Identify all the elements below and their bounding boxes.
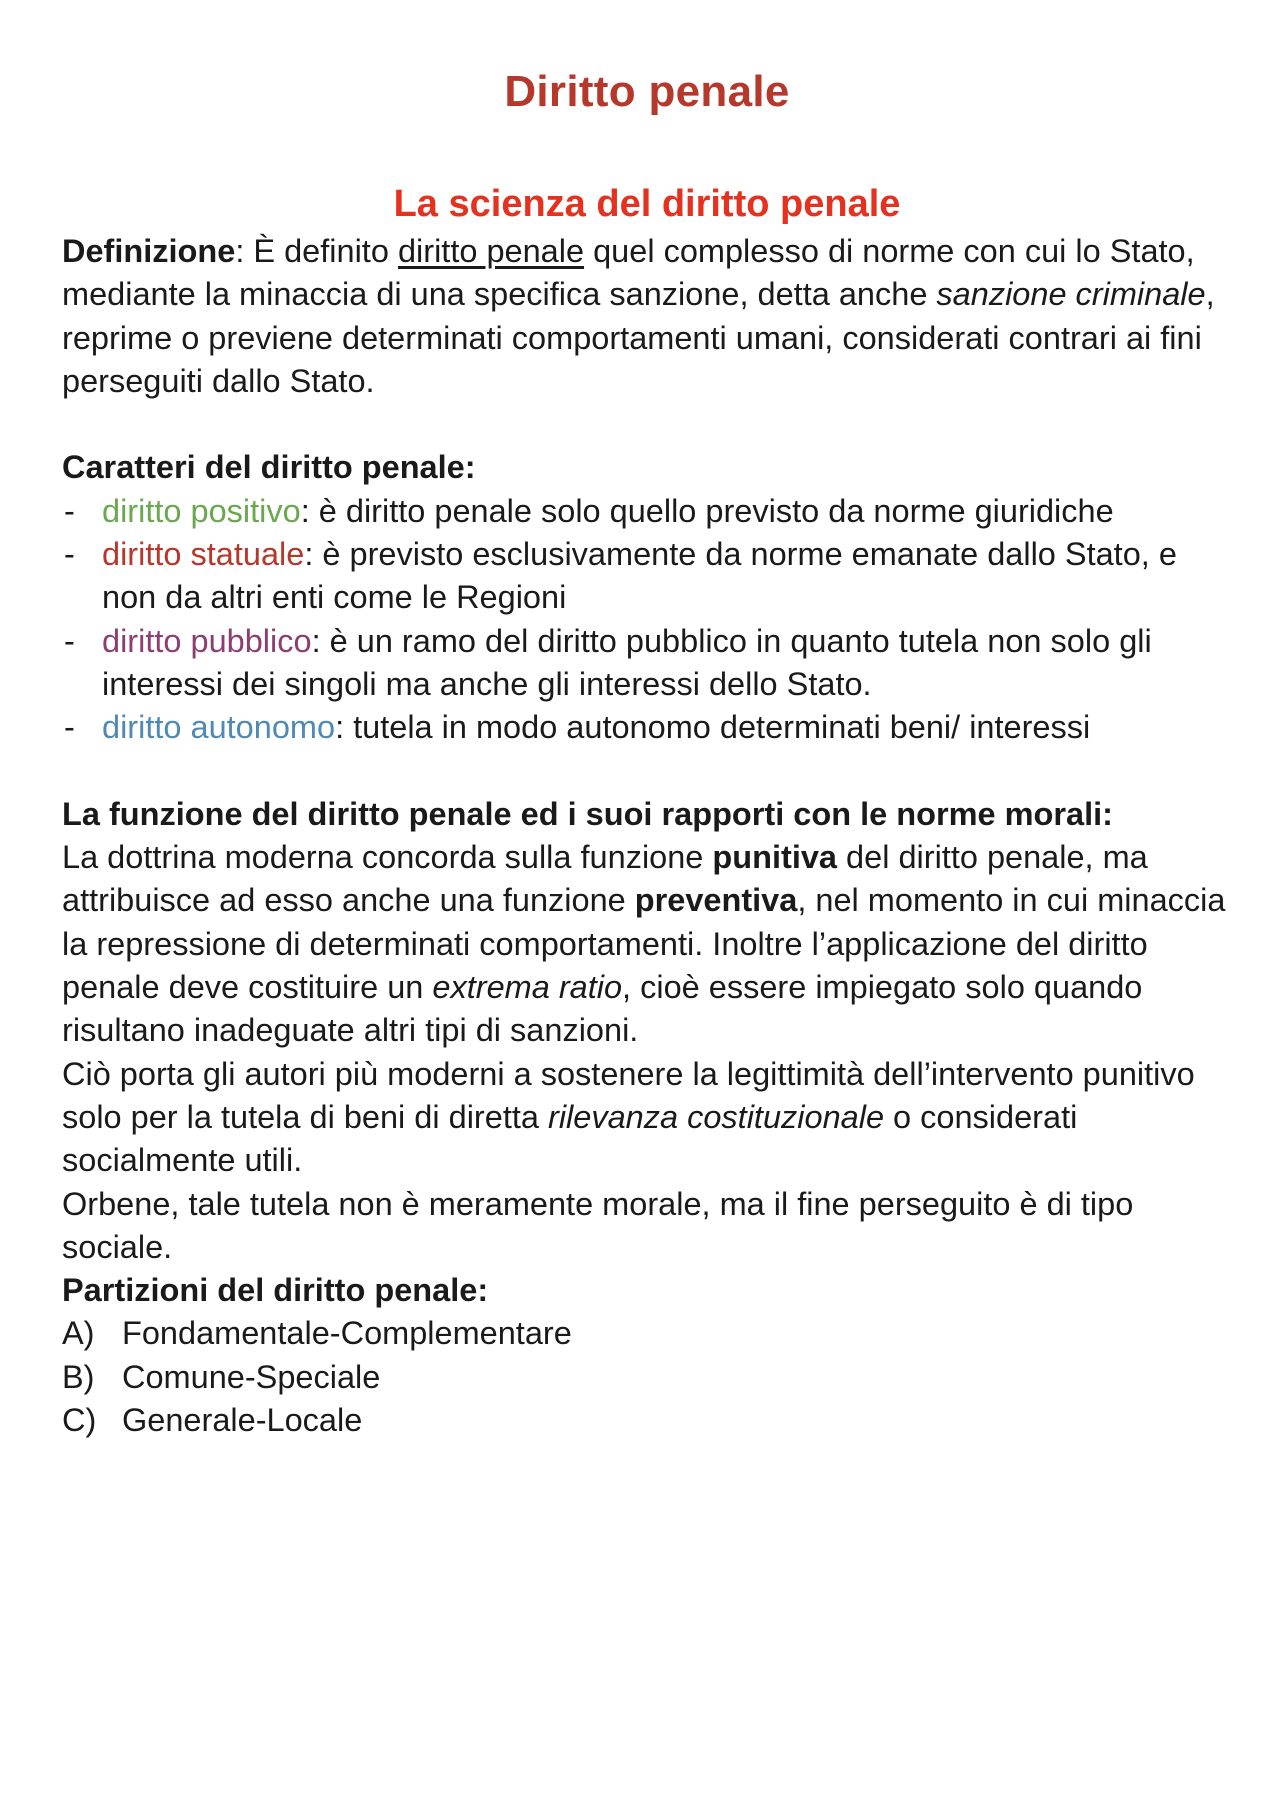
item-term: diritto statuale bbox=[102, 536, 305, 573]
definition-sep: : È definito bbox=[235, 233, 398, 269]
definition-text-1: quel complesso di norme con cui lo Stato, mediante la minaccia di una specifica sanzione, detta anche bbox=[62, 233, 1195, 313]
caratteri-list bbox=[62, 490, 1232, 750]
list-item bbox=[62, 1399, 1232, 1442]
list-item bbox=[62, 490, 1232, 533]
text-run: del diritto penale, ma attribuisce ad esso anche una funzione bbox=[62, 839, 1148, 919]
list-marker: C) bbox=[62, 1402, 97, 1439]
list-marker: A) bbox=[62, 1315, 95, 1352]
dash-bullet: - bbox=[64, 536, 75, 573]
document-title: Diritto penale bbox=[504, 67, 790, 116]
italic-term: rilevanza costituzionale bbox=[548, 1098, 885, 1135]
item-text: Generale-Locale bbox=[122, 1402, 363, 1439]
text-run: o considerati socialmente utili. bbox=[62, 1098, 1078, 1179]
item-text: Fondamentale-Complementare bbox=[122, 1315, 572, 1352]
item-text: Comune-Speciale bbox=[122, 1358, 381, 1395]
italic-term: extrema ratio bbox=[432, 969, 623, 1006]
dash-bullet: - bbox=[64, 492, 75, 529]
section-title: La scienza del diritto penale bbox=[393, 183, 901, 225]
definition-paragraph bbox=[62, 230, 1232, 403]
item-text: : è un ramo del diritto pubblico in quanto tutela non solo gli interessi dei singoli ma anche gli interessi dello Stato. bbox=[102, 622, 1152, 702]
bold-term: punitiva bbox=[712, 839, 838, 876]
item-text: : è diritto penale solo quello previsto da norme giuridiche bbox=[300, 492, 1114, 529]
item-term: diritto autonomo bbox=[102, 709, 336, 746]
list-marker: B) bbox=[62, 1358, 95, 1395]
caratteri-heading: Caratteri del diritto penale: bbox=[62, 449, 476, 486]
partizioni-heading: Partizioni del diritto penale: bbox=[62, 1272, 489, 1309]
item-term: diritto positivo bbox=[102, 492, 301, 529]
funzione-paragraph-3: Orbene, tale tutela non è meramente morale, ma il fine perseguito è di tipo sociale. bbox=[62, 1185, 1134, 1265]
item-text: : è previsto esclusivamente da norme emanate dallo Stato, e non da altri enti come le Regioni bbox=[102, 536, 1177, 616]
list-item bbox=[62, 533, 1232, 620]
funzione-paragraph-2 bbox=[62, 1053, 1232, 1183]
list-item bbox=[62, 620, 1232, 707]
list-item bbox=[62, 1312, 1232, 1355]
dash-bullet: - bbox=[64, 709, 75, 746]
definition-term: diritto penale bbox=[397, 233, 585, 269]
definition-text-2: , reprime o previene determinati comportamenti umani, considerati contrari ai fini perseguiti dallo Stato. bbox=[62, 276, 1215, 399]
funzione-paragraph-1 bbox=[62, 836, 1232, 1052]
definition-label: Definizione bbox=[62, 233, 236, 269]
document-body bbox=[62, 230, 1232, 1442]
dash-bullet: - bbox=[64, 622, 75, 659]
list-item bbox=[62, 706, 1232, 749]
item-text: : tutela in modo autonomo determinati beni/ interessi bbox=[335, 709, 1091, 746]
item-term: diritto pubblico bbox=[102, 622, 312, 659]
text-run: Ciò porta gli autori più moderni a sostenere la legittimità dell’intervento punitivo solo per la tutela di beni di diretta bbox=[62, 1055, 1195, 1135]
partizioni-list bbox=[62, 1312, 1232, 1442]
text-run: , cioè essere impiegato solo quando risultano inadeguate altri tipi di sanzioni. bbox=[62, 969, 1143, 1049]
funzione-heading: La funzione del diritto penale ed i suoi rapporti con le norme morali: bbox=[62, 795, 1113, 832]
bold-term: preventiva bbox=[634, 882, 798, 919]
list-item bbox=[62, 1356, 1232, 1399]
definition-italic: sanzione criminale bbox=[936, 276, 1206, 313]
text-run: , nel momento in cui minaccia la repressione di determinati comportamenti. Inoltre l’applicazione del diritto penale deve costituire un bbox=[62, 882, 1226, 1006]
text-run: La dottrina moderna concorda sulla funzione bbox=[62, 839, 713, 876]
